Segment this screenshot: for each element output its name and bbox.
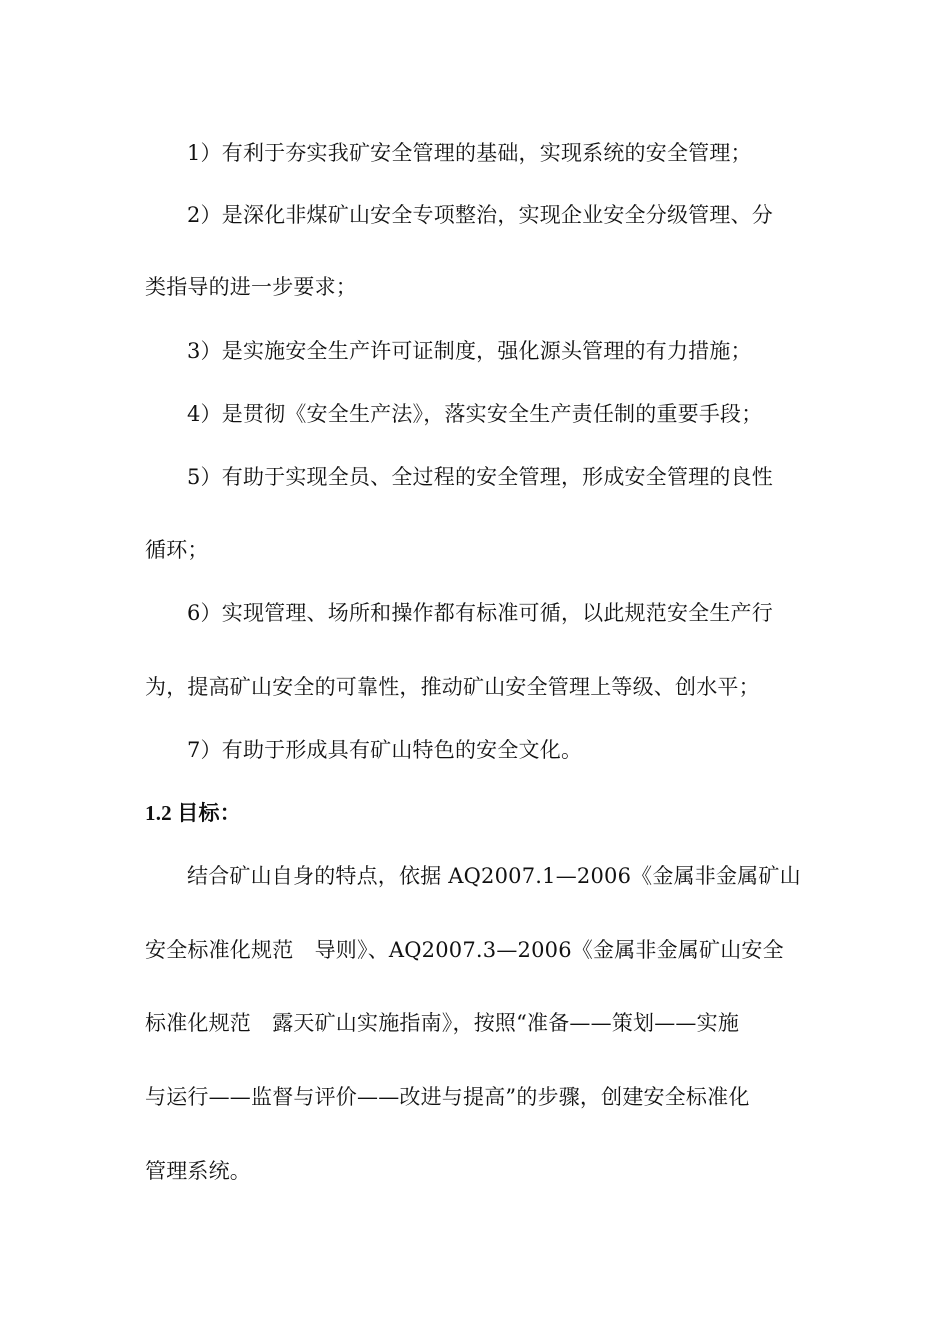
list-item-2-line-2: 类指导的进一步要求； [145, 275, 357, 299]
list-item-5-line-2: 循环； [145, 538, 209, 562]
goal-paragraph-line-2: 安全标准化规范 导则》、AQ2007.3—2006《金属非金属矿山安全 [145, 938, 784, 962]
list-item-4: 4）是贯彻《安全生产法》，落实安全生产责任制的重要手段； [187, 402, 763, 426]
goal-paragraph-line-5: 管理系统。 [145, 1159, 251, 1183]
goal-paragraph-line-1: 结合矿山自身的特点，依据 AQ2007.1—2006《金属非金属矿山 [187, 864, 801, 888]
goal-paragraph-line-4: 与运行——监督与评价——改进与提高”的步骤，创建安全标准化 [145, 1085, 750, 1109]
goal-paragraph-line-3: 标准化规范 露天矿山实施指南》，按照“准备——策划——实施 [145, 1011, 740, 1035]
list-item-1: 1）有利于夯实我矿安全管理的基础，实现系统的安全管理； [187, 141, 752, 165]
list-item-5-line-1: 5）有助于实现全员、全过程的安全管理，形成安全管理的良性 [187, 465, 773, 489]
section-heading: 1.2 目标： [145, 801, 241, 825]
list-item-2-line-1: 2）是深化非煤矿山安全专项整治，实现企业安全分级管理、分 [187, 203, 773, 227]
list-item-6-line-1: 6）实现管理、场所和操作都有标准可循，以此规范安全生产行 [187, 601, 773, 625]
list-item-7: 7）有助于形成具有矿山特色的安全文化。 [187, 738, 583, 762]
list-item-3: 3）是实施安全生产许可证制度，强化源头管理的有力措施； [187, 339, 752, 363]
list-item-6-line-2: 为，提高矿山安全的可靠性，推动矿山安全管理上等级、创水平； [145, 675, 760, 699]
